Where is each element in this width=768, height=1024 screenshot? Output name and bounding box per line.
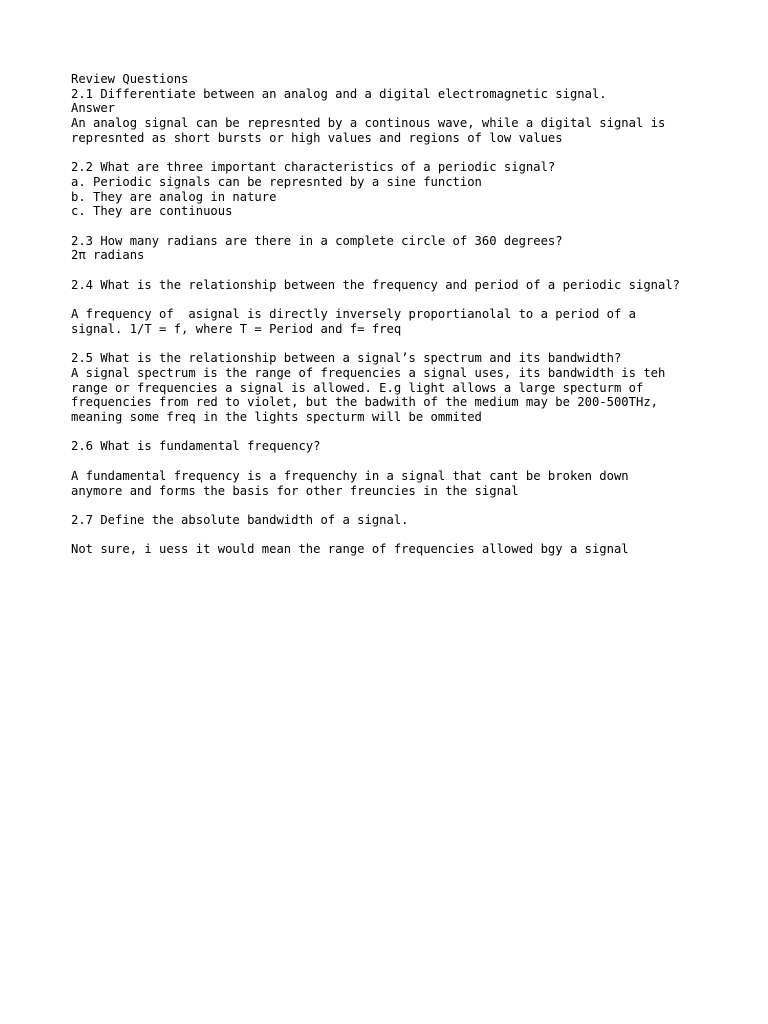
answer-2-5-line: A signal spectrum is the range of frequencies a signal uses, its bandwidth is teh: [71, 365, 666, 380]
document-heading: Review Questions: [71, 72, 189, 86]
answer-2-5-line: range or frequencies a signal is allowed. E.g light allows a large specturm of: [71, 380, 644, 395]
question-2-7: 2.7 Define the absolute bandwidth of a signal.: [71, 512, 409, 527]
answer-2-7-line: Not sure, i uess it would mean the range of frequencies allowed bgy a signal: [71, 542, 629, 557]
answer-2-2-line: b. They are analog in nature: [71, 189, 277, 204]
paragraph-gap: [71, 293, 751, 308]
answer-label: Answer: [71, 101, 116, 116]
question-2-5: 2.5 What is the relationship between a signal’s spectrum and its bandwidth?: [71, 351, 622, 366]
answer-2-6-line: anymore and forms the basis for other freuncies in the signal: [71, 483, 519, 498]
answer-2-3-line: 2π radians: [71, 248, 145, 263]
answer-2-5-line: frequencies from red to violet, but the badwith of the medium may be 200-500THz,: [71, 395, 658, 410]
document-body: [71, 72, 751, 557]
answer-2-5-line: meaning some freq in the lights specturm will be ommited: [71, 410, 482, 425]
paragraph-gap: [71, 454, 751, 469]
answer-2-1-line: represnted as short bursts or high values and regions of low values: [71, 130, 563, 145]
question-2-1: 2.1 Differentiate between an analog and a digital electromagnetic signal.: [71, 86, 607, 101]
paragraph-gap: [71, 425, 751, 440]
answer-2-2-line: c. They are continuous: [71, 204, 233, 219]
paragraph-gap: [71, 337, 751, 352]
question-2-2: 2.2 What are three important characteristics of a periodic signal?: [71, 160, 556, 175]
question-2-4: 2.4 What is the relationship between the frequency and period of a periodic signal?: [71, 277, 681, 292]
question-2-6: 2.6 What is fundamental frequency?: [71, 439, 321, 454]
paragraph-gap: [71, 219, 751, 234]
answer-2-6-line: A fundamental frequency is a frequenchy in a signal that cant be broken down: [71, 468, 629, 483]
paragraph-gap: [71, 498, 751, 513]
answer-2-4-line: A frequency of asignal is directly inversely proportianolal to a period of a: [71, 307, 636, 322]
paragraph-gap: [71, 146, 751, 161]
question-2-3: 2.3 How many radians are there in a complete circle of 360 degrees?: [71, 233, 563, 248]
answer-2-4-line: signal. 1/T = f, where T = Period and f= freq: [71, 321, 402, 336]
answer-2-1-line: An analog signal can be represnted by a continous wave, while a digital signal is: [71, 116, 666, 131]
paragraph-gap: [71, 263, 751, 278]
paragraph-gap: [71, 528, 751, 543]
answer-2-2-line: a. Periodic signals can be represnted by a sine function: [71, 174, 482, 189]
